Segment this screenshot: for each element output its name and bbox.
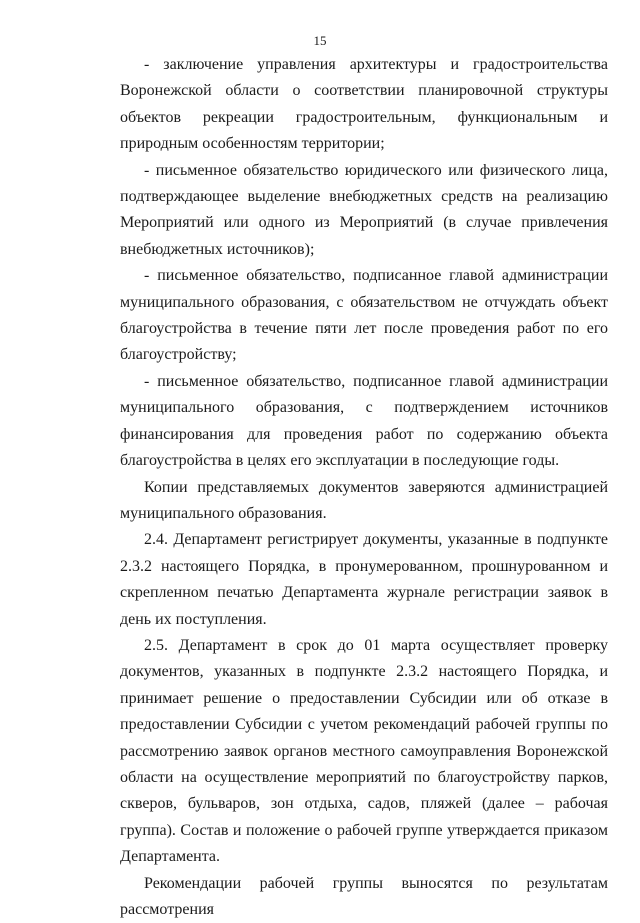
paragraph-working-group-recommendations: Рекомендации рабочей группы выносятся по результатам рассмотрения [120, 874, 608, 918]
paragraph-document-copies: Копии представляемых документов заверяются администрацией муниципального образования. [120, 478, 608, 522]
paragraph-section-2-4: 2.4. Департамент регистрирует документы, указанные в подпункте 2.3.2 настоящего Порядка, в пронумерованном, прошнурованном и скрепленном печатью Департамента журнале регистрации заявок в день их поступления. [120, 531, 608, 628]
paragraph-section-2-5: 2.5. Департамент в срок до 01 марта осуществляет проверку документов, указанных в подпункте 2.3.2 настоящего Порядка, и принимает решение о предоставлении Субсидии или об отказе в предоставлении Субсидии с учетом рекомендаций рабочей группы по рассмотрению заявок органов местного самоуправления Воронежской области на осуществление мероприятий по благоустройству парков, скверов, бульваров, зон отдыха, садов, пляжей (далее – рабочая группа). Состав и положение о рабочей группе утверждается приказом Департамента. [120, 636, 608, 866]
document-body [120, 52, 608, 923]
paragraph-extrabudgetary-obligation: - письменное обязательство юридического или физического лица, подтверждающее выделение внебюджетных средств на реализацию Мероприятий или одного из Мероприятий (в случае привлечения внебюджетных источников); [120, 161, 608, 258]
paragraph-maintenance-funding-obligation: - письменное обязательство, подписанное главой администрации муниципального образования, с подтверждением источников финансирования для проведения работ по содержанию объекта благоустройства в целях его эксплуатации в последующие годы. [120, 372, 608, 470]
page-number: 15 [313, 33, 327, 48]
paragraph-architecture-conclusion: - заключение управления архитектуры и градостроительства Воронежской области о соответствии планировочной структуры объектов рекреации градостроительным, функциональным и природным особенностям территории; [120, 56, 608, 153]
paragraph-non-alienation-obligation: - письменное обязательство, подписанное главой администрации муниципального образования, с обязательством не отчуждать объект благоустройства в течение пяти лет после проведения работ по его благоустройству; [120, 267, 608, 364]
